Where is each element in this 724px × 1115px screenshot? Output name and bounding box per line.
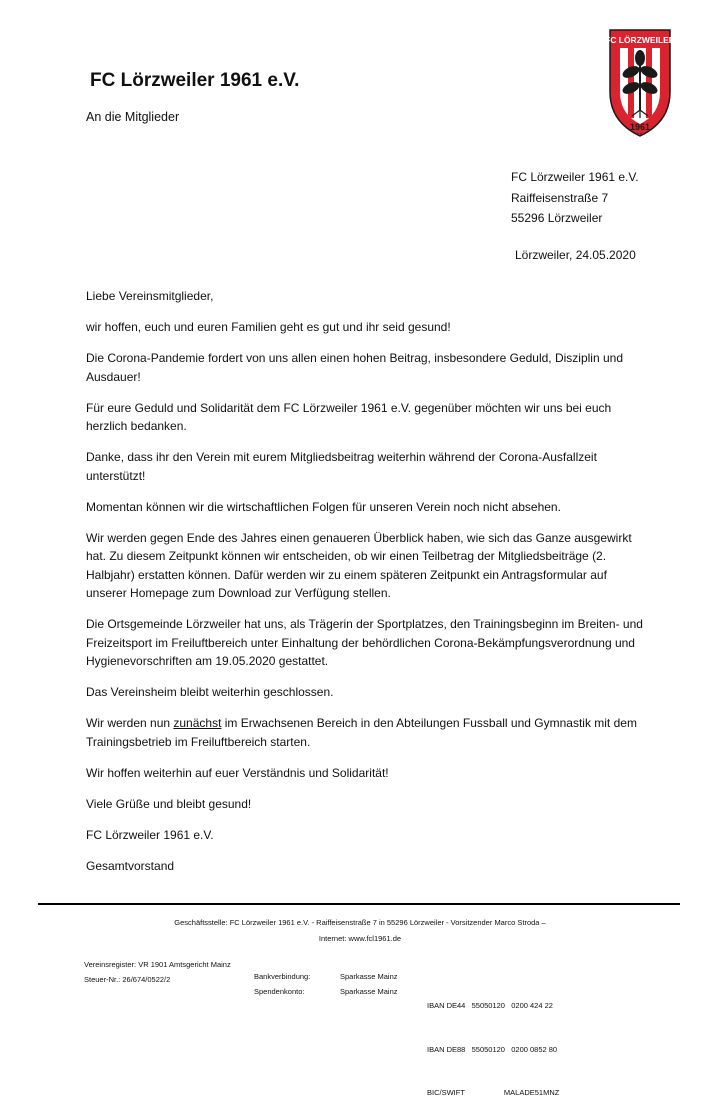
sender-street: Raiffeisenstraße 7 <box>511 190 609 205</box>
paragraph: Wir hoffen weiterhin auf euer Verständnis und Solidarität! <box>86 765 389 780</box>
crest-ev-text: e.V. <box>637 132 643 136</box>
club-title: FC Lörzweiler 1961 e.V. <box>90 70 300 91</box>
footer-bank-name: Sparkasse Mainz <box>340 972 398 981</box>
recipient-line: An die Mitglieder <box>86 110 180 124</box>
sender-name: FC Lörzweiler 1961 e.V. <box>511 170 639 184</box>
paragraph-text: im Erwachsenen Bereich in den Abteilungen Fussball und Gymnastik mit dem Trainingsbetrieb im Freiluftbereich starten. <box>86 716 637 749</box>
footer-bank-labels <box>254 970 310 999</box>
letter-body <box>86 287 646 888</box>
signature-board: Gesamtvorstand <box>86 858 175 873</box>
signature-club: FC Lörzweiler 1961 e.V. <box>86 827 214 842</box>
salutation: Liebe Vereinsmitglieder, <box>86 289 214 303</box>
paragraph: Die Corona-Pandemie fordert von uns allen einen hohen Beitrag, insbesondere Geduld, Disziplin und Ausdauer! <box>86 351 623 384</box>
footer-iban: IBAN DE44 55050120 0200 424 22 <box>427 1001 553 1010</box>
footer-address: Geschäftsstelle: FC Lörzweiler 1961 e.V. - Raiffeisenstraße 7 in 55296 Lörzweiler - Vorsitzender Marco Stroda – <box>174 918 546 927</box>
crest-name-text: FC LÖRZWEILER <box>606 35 674 45</box>
footer-bank-label: Bankverbindung: <box>254 972 311 981</box>
footer-register: Vereinsregister: VR 1901 Amtsgericht Mainz <box>84 960 231 969</box>
footer-donation-label: Spendenkonto: <box>254 986 305 996</box>
footer-website: Internet: www.fcl1961.de <box>318 934 402 943</box>
paragraph: Danke, dass ihr den Verein mit eurem Mitgliedsbeitrag weiterhin während der Corona-Ausfallzeit unterstützt! <box>86 450 597 483</box>
footer-tax-number: Steuer-Nr.: 26/674/0522/2 <box>84 974 171 984</box>
footer-bank-names <box>340 970 398 999</box>
footer-bank-name: Sparkasse Mainz <box>340 986 398 996</box>
footer-iban-block <box>427 970 559 1115</box>
footer-office-info <box>70 915 650 947</box>
paragraph: Das Vereinsheim bleibt weiterhin geschlossen. <box>86 685 334 699</box>
sender-city: 55296 Lörzweiler <box>511 211 603 225</box>
paragraph: Momentan können wir die wirtschaftlichen Folgen für unseren Verein noch nicht absehen. <box>86 499 561 514</box>
footer-bic-value: MALADE51MNZ <box>503 1088 560 1097</box>
paragraph: Wir werden gegen Ende des Jahres einen genaueren Überblick haben, wie sich das Ganze ausgewirkt hat. Zu diesem Zeitpunkt können wir entscheiden, ob wir einen Teilbetrag der Mitgliedsbeiträge (2. Halbjahr) erstatten können. Dafür werden wir zu einem späteren Zeitpunkt ein Antragsformular auf unserer Homepage zum Download zur Verfügung stellen. <box>86 530 632 600</box>
paragraph: wir hoffen, euch und euren Familien geht es gut und ihr seid gesund! <box>86 320 451 334</box>
paragraph: Die Ortsgemeinde Lörzweiler hat uns, als Trägerin der Sportplatzes, den Trainingsbeginn im Breiten- und Freizeitsport im Freiluftbereich unter Einhaltung der behördlichen Corona-Bekämpfungsverordnung und Hygienevorschriften am 19.05.2020 gestattet. <box>86 617 643 668</box>
sender-address <box>511 167 639 229</box>
footer-register-info <box>84 958 231 987</box>
closing: Viele Grüße und bleibt gesund! <box>86 796 252 811</box>
footer-bic-label: BIC/SWIFT <box>427 1088 465 1097</box>
footer-divider <box>38 903 680 905</box>
underlined-word: zunächst <box>173 716 222 730</box>
paragraph: Für eure Geduld und Solidarität dem FC Lörzweiler 1961 e.V. gegenüber möchten wir uns bei euch herzlich bedanken. <box>86 400 612 433</box>
club-crest-logo <box>606 26 674 138</box>
footer-bic <box>427 1086 559 1101</box>
footer-iban: IBAN DE88 55050120 0200 0852 80 <box>427 1044 558 1054</box>
paragraph-text: Wir werden nun <box>86 716 174 730</box>
paragraph <box>86 714 646 751</box>
crest-year-text: 1961 <box>629 122 651 132</box>
date-line: Lörzweiler, 24.05.2020 <box>515 248 636 262</box>
